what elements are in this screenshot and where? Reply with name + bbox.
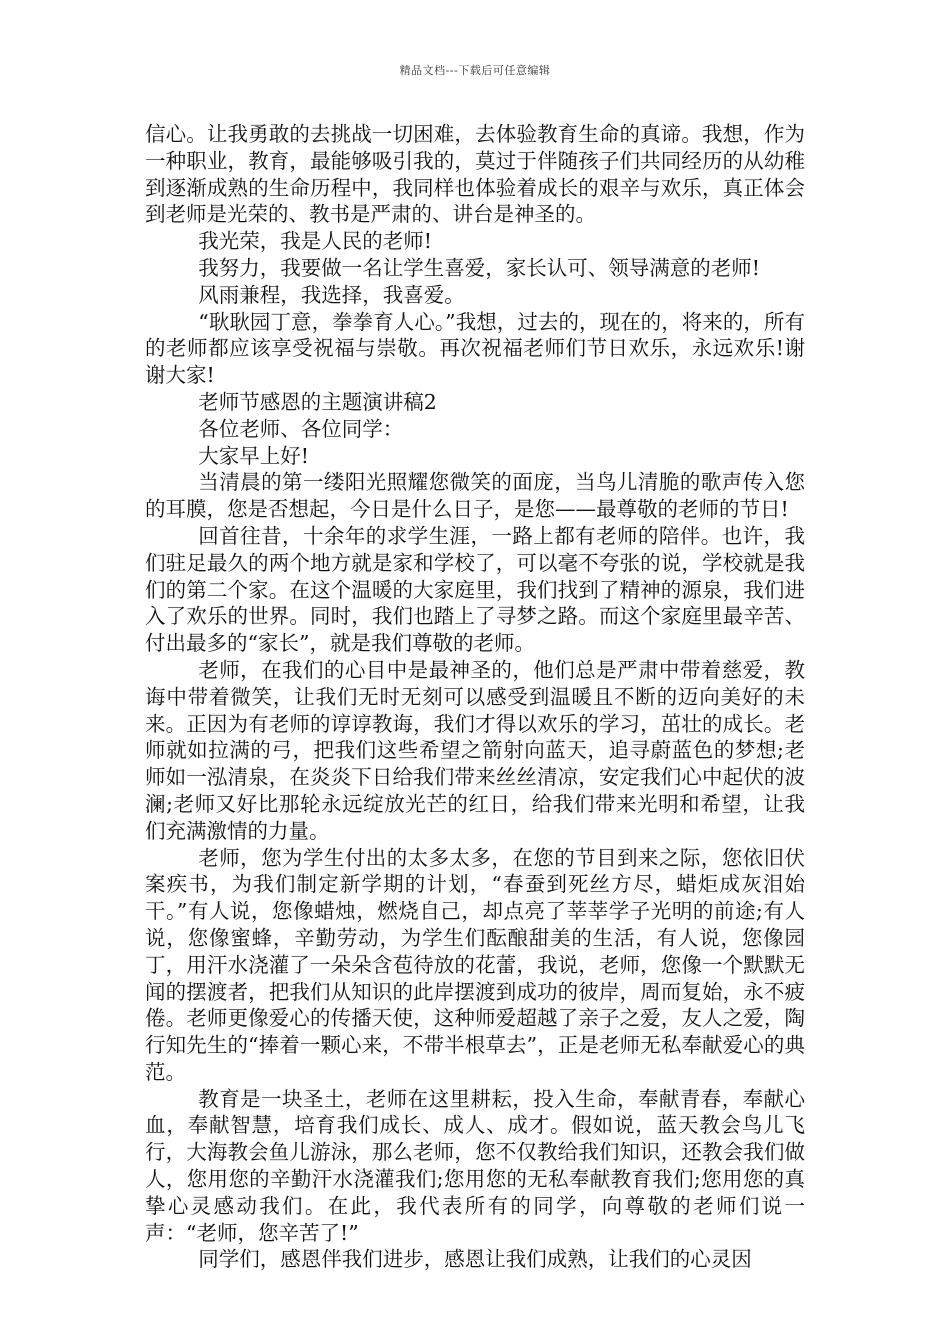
paragraph: 风雨兼程，我选择，我喜爱。 <box>198 282 465 307</box>
paragraph: 当清晨的第一缕阳光照耀您微笑的面庞，当鸟儿清脆的歌声传入您的耳膜，您是否想起，今日是什么日子，是您——最尊敬的老师的节日! <box>145 470 805 522</box>
paragraph: 回首往昔，十余年的求学生涯，一路上都有老师的陪伴。也许，我们驻足最久的两个地方就是家和学校了，可以毫不夸张的说，学校就是我们的第二个家。在这个温暖的大家庭里，我们找到了精神的源泉，我们进入了欢乐的世界。同时，我们也踏上了寻梦之路。而这个家庭里最辛苦、付出最多的“家长”，就是我们尊敬的老师。 <box>145 523 805 656</box>
document-body <box>145 121 805 1273</box>
paragraph: 信心。让我勇敢的去挑战一切困难，去体验教育生命的真谛。我想，作为一种职业，教育，最能够吸引我的，莫过于伴随孩子们共同经历的从幼稚到逐渐成熟的生命历程中，我同样也体验着成长的艰辛与欢乐，真正体会到老师是光荣的、教书是严肃的、讲台是神圣的。 <box>145 122 805 227</box>
paragraph: 老师，在我们的心目中是最神圣的，他们总是严肃中带着慈爱，教诲中带着微笑，让我们无时无刻可以感受到温暖且不断的迈向美好的未来。正因为有老师的谆谆教诲，我们才得以欢乐的学习，茁壮的成长。老师就如拉满的弓，把我们这些希望之箭射向蓝天，追寻蔚蓝色的梦想;老师如一泓清泉，在炎炎下日给我们带来丝丝清凉，安定我们心中起伏的波澜;老师又好比那轮永远绽放光芒的红日，给我们带来光明和希望，让我们充满激情的力量。 <box>145 657 805 843</box>
paragraph: 老师，您为学生付出的太多太多，在您的节目到来之际，您依旧伏案疾书，为我们制定新学期的计划，“春蚕到死丝方尽，蜡炬成灰泪始干。”有人说，您像蜡烛，燃烧自己，却点亮了莘莘学子光明的前途;有人说，您像蜜蜂，辛勤劳动，为学生们酝酿甜美的生活，有人说，您像园丁，用汗水浇灌了一朵朵含苞待放的花蕾，我说，老师，您像一个默默无闻的摆渡者，把我们从知识的此岸摆渡到成功的彼岸，周而复始，永不疲倦。老师更像爱心的传播天使，这种师爱超越了亲子之爱，友人之爱，陶行知先生的“捧着一颗心来，不带半根草去”，正是老师无私奉献爱心的典范。 <box>145 845 805 1084</box>
paragraph: 同学们，感恩伴我们进步，感恩让我们成熟，让我们的心灵因 <box>198 1247 752 1272</box>
paragraph: 我光荣，我是人民的老师! <box>198 229 433 254</box>
paragraph: “耿耿园丁意，拳拳育人心。”我想，过去的，现在的，将来的，所有的老师都应该享受祝福与崇敬。再次祝福老师们节日欢乐，永远欢乐!谢谢大家! <box>145 309 805 388</box>
paragraph: 我努力，我要做一名让学生喜爱，家长认可、领导满意的老师! <box>198 255 761 280</box>
page-header: 精品文档---下载后可任意编辑 <box>399 64 551 77</box>
salutation: 各位老师、各位同学： <box>198 416 404 441</box>
paragraph: 教育是一块圣土，老师在这里耕耘，投入生命，奉献青春，奉献心血，奉献智慧，培育我们成长、成人、成才。假如说，蓝天教会鸟儿飞行，大海教会鱼儿游泳，那么老师，您不仅教给我们知识，还教会我们做人，您用您的辛勤汗水浇灌我们;您用您的无私奉献教育我们;您用您的真挚心灵感动我们。在此，我代表所有的同学，向尊敬的老师们说一声：“老师，您辛苦了!” <box>145 1086 805 1245</box>
greeting: 大家早上好! <box>198 443 310 468</box>
section-title: 老师节感恩的主题演讲稿2 <box>198 389 437 414</box>
